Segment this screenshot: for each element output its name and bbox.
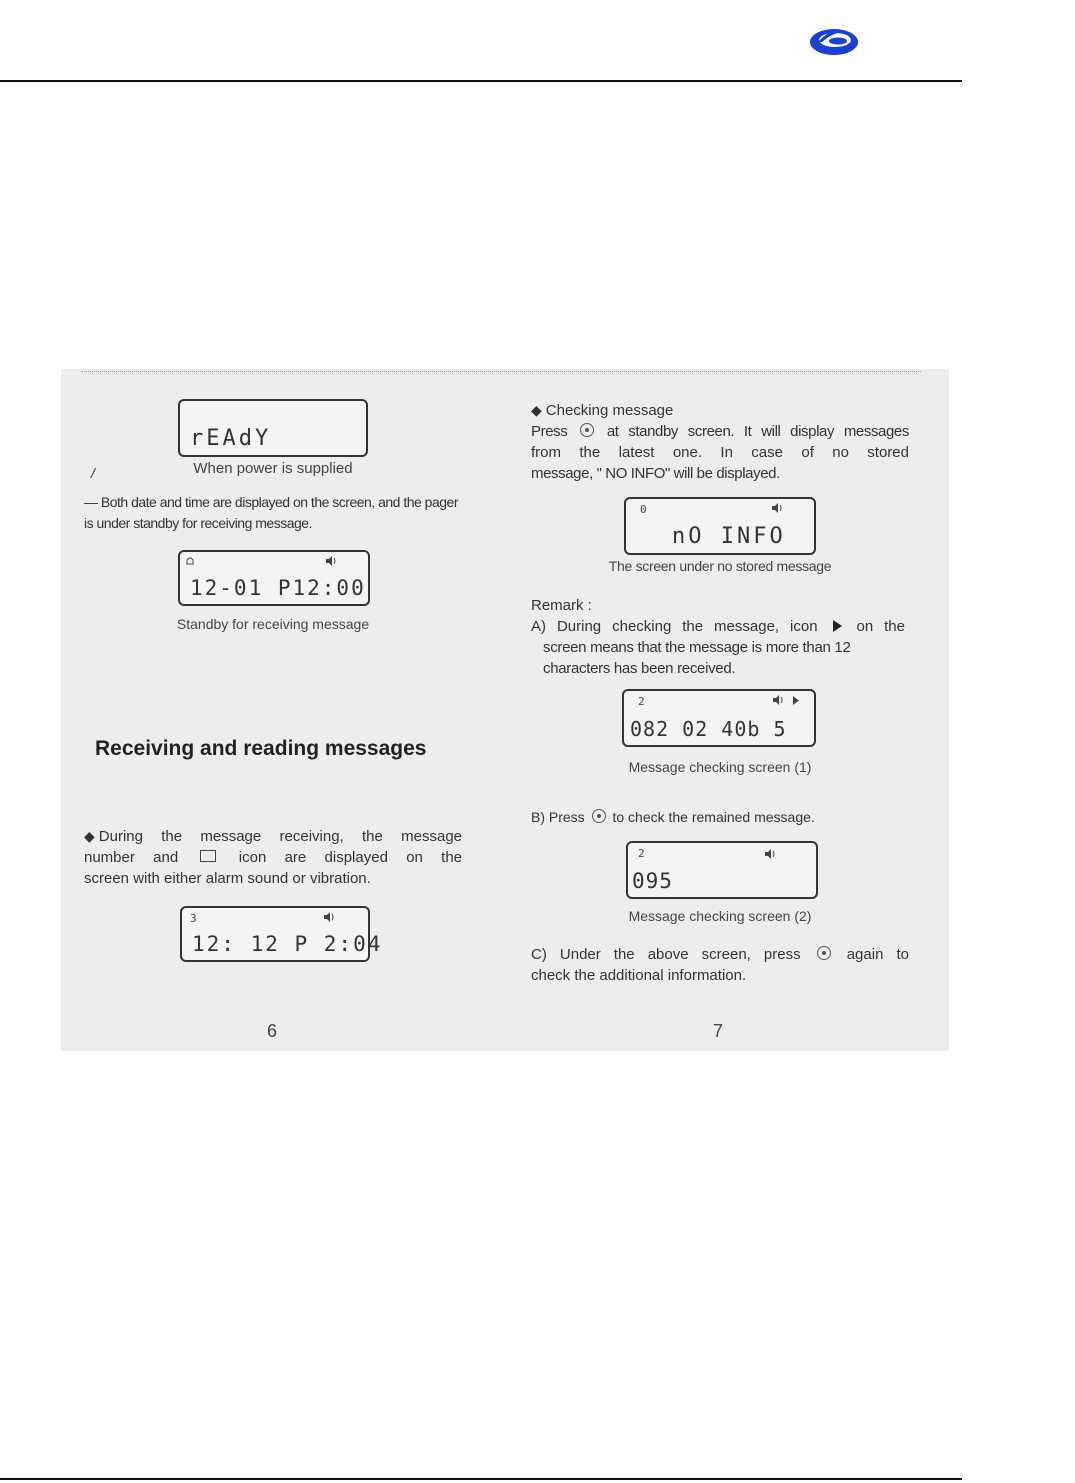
caption-standby: Standby for receiving message bbox=[176, 616, 370, 632]
checking-heading bbox=[531, 400, 673, 421]
more-arrow-icon bbox=[792, 696, 800, 705]
remark-c-line-1 bbox=[531, 944, 909, 965]
remark-a-text-1a: A) During checking the message, icon bbox=[531, 618, 818, 635]
caption-check2: Message checking screen (2) bbox=[628, 908, 812, 924]
scan-edge-dots bbox=[81, 371, 921, 372]
remark-a-line-3: characters has been received. bbox=[543, 660, 736, 677]
button-icon bbox=[817, 946, 831, 960]
diamond-bullet-icon: ◆ bbox=[531, 402, 542, 418]
lcd-receiving-digits: 12: 12 P 2:04 bbox=[192, 932, 383, 956]
diamond-bullet-icon: ◆ bbox=[84, 828, 95, 844]
checking-line-1 bbox=[531, 421, 909, 442]
section-heading: Receiving and reading messages bbox=[95, 737, 427, 760]
remark-a-line-2: screen means that the message is more than 12 bbox=[543, 639, 851, 656]
manual-scan bbox=[61, 369, 949, 1051]
lcd-receiving-screen bbox=[180, 906, 383, 962]
checking-line-2: from the latest one. In case of no stored bbox=[531, 444, 909, 461]
speaker-icon bbox=[764, 849, 776, 859]
receiving-line-2 bbox=[84, 847, 462, 868]
caption-noinfo: The screen under no stored message bbox=[608, 558, 832, 574]
receiving-text-1: During the message receiving, the message bbox=[98, 828, 462, 845]
lcd-ready-screen bbox=[178, 399, 368, 457]
page-number-right: 7 bbox=[713, 1021, 724, 1041]
remark-b-line bbox=[531, 807, 909, 828]
lcd-check2-screen bbox=[626, 841, 818, 899]
bell-icon bbox=[186, 556, 194, 566]
lcd-check1-digits: 082 02 40b 5 bbox=[630, 717, 787, 741]
remark-c-line-2: check the additional information. bbox=[531, 967, 747, 984]
header-rule bbox=[0, 80, 962, 82]
footer-rule bbox=[0, 1478, 962, 1480]
button-icon bbox=[580, 423, 594, 437]
receiving-text-2a: number and bbox=[84, 849, 179, 866]
company-logo-icon bbox=[808, 22, 860, 58]
checking-line-3: message, " NO INFO" will be displayed. bbox=[531, 465, 780, 482]
lcd-noinfo-screen bbox=[624, 497, 816, 555]
checking-text-1b: at standby screen. It will display messages bbox=[606, 423, 909, 440]
button-icon bbox=[592, 809, 606, 823]
checking-text-1a: Press bbox=[531, 423, 568, 440]
lcd-noinfo-digits: nO INFO bbox=[672, 524, 786, 549]
receiving-text-2b: icon are displayed on the bbox=[238, 849, 463, 866]
lcd-check2-digits: 095 bbox=[632, 869, 673, 893]
speaker-icon bbox=[323, 912, 335, 922]
lcd-check1-indicator: 2 bbox=[638, 695, 645, 708]
caption-power-supplied: When power is supplied bbox=[193, 460, 353, 477]
remark-a-line-1 bbox=[531, 616, 905, 637]
more-arrow-icon bbox=[833, 620, 842, 632]
remark-label: Remark : bbox=[531, 597, 592, 614]
lcd-noinfo-indicator: 0 bbox=[640, 503, 647, 516]
receiving-line-3: screen with either alarm sound or vibration. bbox=[84, 870, 371, 887]
checking-heading-text: Checking message bbox=[545, 402, 674, 419]
lcd-receiving-indicator: 3 bbox=[190, 912, 197, 925]
lcd-ready-digits: rEAdY bbox=[190, 426, 272, 451]
lcd-standby-digits: 12-01 P12:00 bbox=[190, 576, 366, 600]
remark-c-text-1a: C) Under the above screen, press bbox=[531, 946, 801, 963]
lcd-check2-indicator: 2 bbox=[638, 847, 645, 860]
lcd-check1-screen bbox=[622, 689, 816, 747]
page-number-left: 6 bbox=[267, 1021, 278, 1041]
lcd-standby-screen bbox=[178, 550, 370, 606]
remark-b-text-b: to check the remained message. bbox=[612, 809, 815, 825]
speaker-icon bbox=[771, 503, 783, 513]
receiving-line-1 bbox=[84, 826, 462, 847]
envelope-icon bbox=[200, 850, 216, 862]
remark-b-text-a: B) Press bbox=[531, 809, 585, 825]
caption-check1: Message checking screen (1) bbox=[628, 759, 812, 775]
speaker-icon bbox=[325, 556, 337, 566]
remark-c-text-1b: again to bbox=[846, 946, 909, 963]
standby-description: — Both date and time are displayed on the screen, and the pager is under standby for receiving message. bbox=[84, 494, 458, 531]
remark-a-text-1b: on the bbox=[856, 618, 905, 635]
scan-mark: / bbox=[91, 465, 95, 481]
speaker-icon bbox=[772, 695, 784, 705]
